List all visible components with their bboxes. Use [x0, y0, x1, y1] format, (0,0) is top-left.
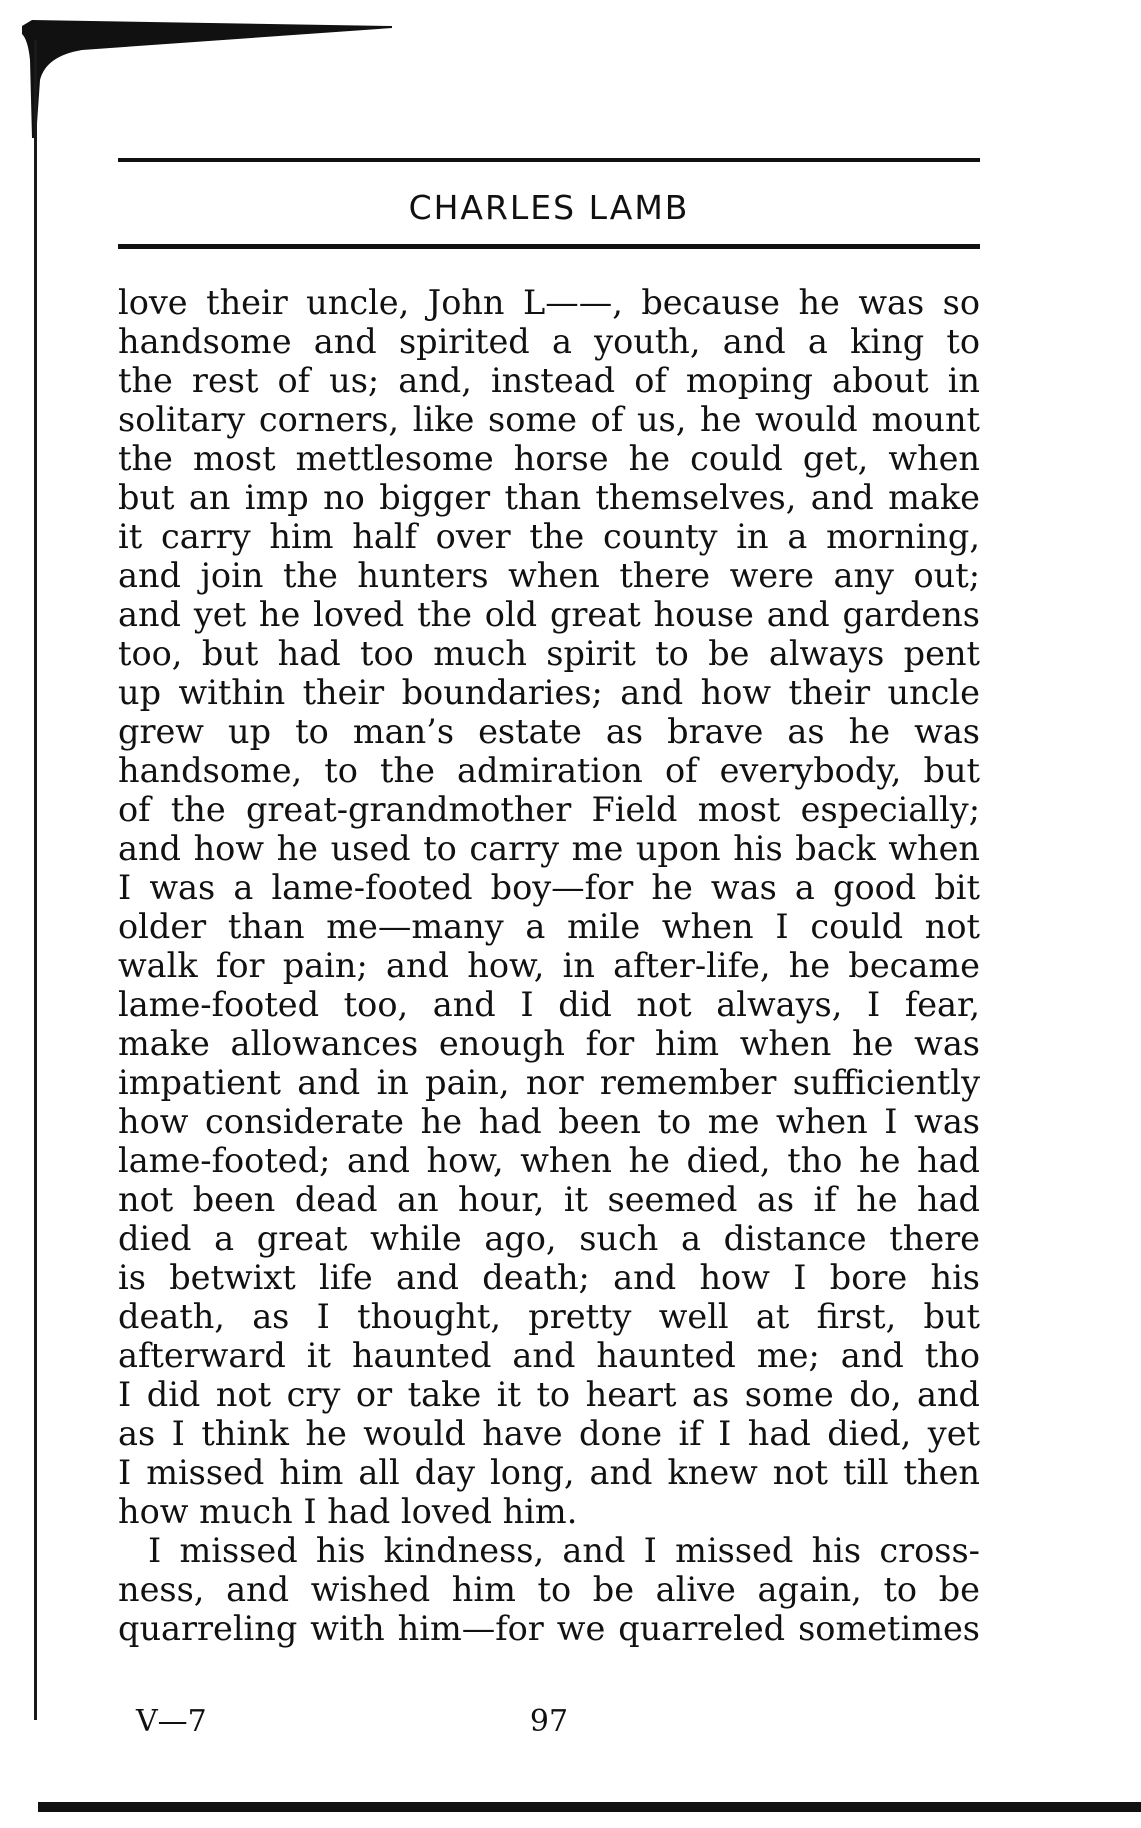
running-head: CHARLES LAMB	[408, 188, 690, 227]
text-line: I missed his kindness, and I missed his cross-	[148, 1531, 980, 1570]
text-line: make allowances enough for him when he was	[118, 1024, 980, 1063]
text-line: and how he used to carry me upon his back when	[118, 829, 980, 868]
body-text	[118, 283, 980, 1648]
text-line: the most mettlesome horse he could get, when	[118, 439, 980, 478]
text-line: as I think he would have done if I had died, yet	[118, 1414, 980, 1453]
text-line: too, but had too much spirit to be always pent	[118, 634, 980, 673]
page-number: 97	[529, 1704, 569, 1739]
text-line: of the great-grandmother Field most especially;	[118, 790, 980, 829]
text-line: handsome, to the admiration of everybody, but	[118, 751, 980, 790]
text-line: I did not cry or take it to heart as some do, and	[118, 1375, 980, 1414]
text-line: lame-footed too, and I did not always, I fear,	[118, 985, 980, 1024]
text-line: handsome and spirited a youth, and a king to	[118, 322, 980, 361]
text-line: walk for pain; and how, in after-life, he became	[118, 946, 980, 985]
text-line: ness, and wished him to be alive again, to be	[118, 1570, 980, 1609]
text-line: impatient and in pain, nor remember sufficiently	[118, 1063, 980, 1102]
bottom-rule	[38, 1802, 1141, 1812]
text-line: I missed him all day long, and knew not till then	[118, 1453, 980, 1492]
corner-bracket-mark	[22, 20, 402, 140]
text-line: the rest of us; and, instead of moping about in	[118, 361, 980, 400]
text-line: death, as I thought, pretty well at first, but	[118, 1297, 980, 1336]
signature-mark: V—7	[136, 1704, 207, 1739]
text-line: is betwixt life and death; and how I bore his	[118, 1258, 980, 1297]
left-margin-line	[34, 40, 37, 1720]
text-line: not been dead an hour, it seemed as if he had	[118, 1180, 980, 1219]
text-line: I was a lame-footed boy—for he was a good bit	[118, 868, 980, 907]
text-line: solitary corners, like some of us, he would mount	[118, 400, 980, 439]
text-line: quarreling with him—for we quarreled sometimes	[118, 1609, 980, 1648]
top-rule	[118, 158, 980, 162]
text-line: lame-footed; and how, when he died, tho he had	[118, 1141, 980, 1180]
text-line: how considerate he had been to me when I was	[118, 1102, 980, 1141]
text-line: grew up to man’s estate as brave as he was	[118, 712, 980, 751]
text-line: love their uncle, John L——, because he was so	[118, 283, 980, 322]
text-line: afterward it haunted and haunted me; and tho	[118, 1336, 980, 1375]
head-rule	[118, 244, 980, 249]
text-line: and join the hunters when there were any out;	[118, 556, 980, 595]
text-line: died a great while ago, such a distance there	[118, 1219, 980, 1258]
text-line: but an imp no bigger than themselves, and make	[118, 478, 980, 517]
text-line: it carry him half over the county in a morning,	[118, 517, 980, 556]
text-line: up within their boundaries; and how their uncle	[118, 673, 980, 712]
text-line: older than me—many a mile when I could not	[118, 907, 980, 946]
text-line: and yet he loved the old great house and gardens	[118, 595, 980, 634]
page-footer	[118, 1704, 980, 1744]
text-line: how much I had loved him.	[118, 1492, 578, 1531]
